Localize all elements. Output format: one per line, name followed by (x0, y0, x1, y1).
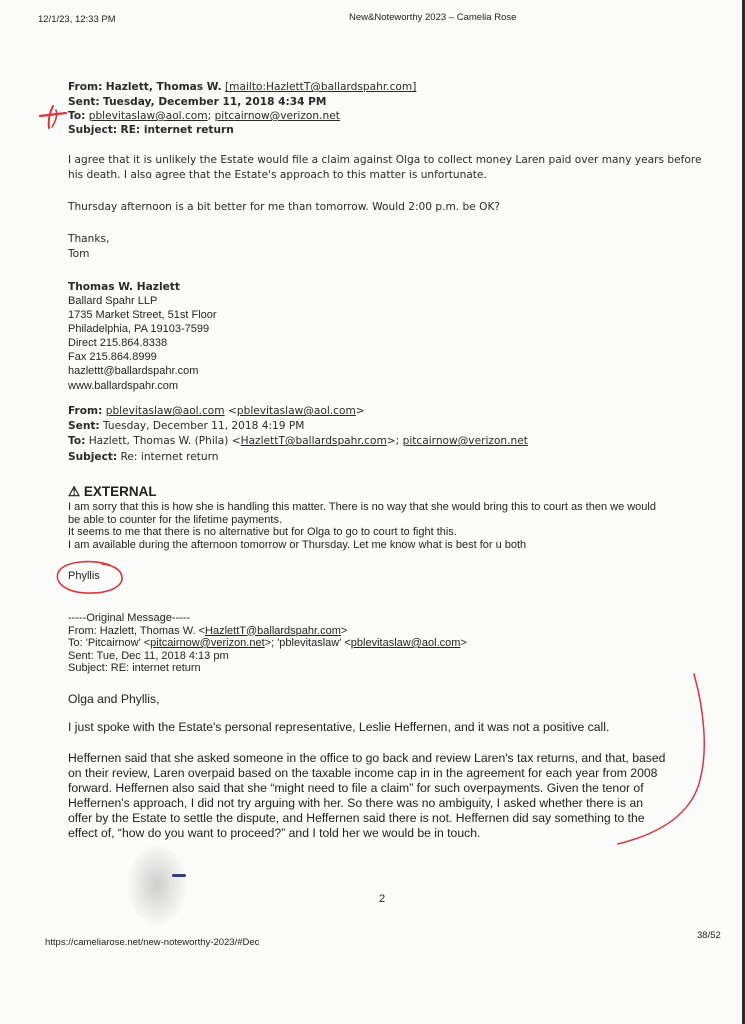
email2-from-bracket-open: < (227, 405, 237, 417)
email1-to-link-pitcairnow[interactable]: pitcairnow@verizon.net (214, 110, 340, 122)
email2-to-mid: >; (386, 435, 403, 447)
email2-from-link-bracketed[interactable]: pblevitaslaw@aol.com (236, 405, 356, 417)
original-body-p2 (68, 751, 665, 841)
email2-signoff: Phyllis (68, 570, 100, 582)
email1-to-row (68, 109, 340, 124)
print-title: New&Noteworthy 2023 – Camelia Rose (349, 12, 517, 23)
email2-subject-value: Re: internet return (120, 451, 219, 463)
original-sent-row: Sent: Tue, Dec 11, 2018 4:13 pm (68, 649, 229, 662)
original-from-link[interactable]: HazlettT@ballardspahr.com (205, 624, 341, 637)
email2-to-value: Hazlett, Thomas W. (Phila) < (88, 435, 241, 447)
email2-sent-row (68, 419, 304, 434)
signature-street: 1735 Market Street, 51st Floor (68, 309, 217, 322)
email1-closing: Thanks, (68, 233, 110, 245)
original-from-prefix: From: Hazlett, Thomas W. < (68, 624, 206, 637)
signature-email: hazlettt@ballardspahr.com (68, 365, 199, 378)
original-to-link-pblevitas[interactable]: pblevitaslaw@aol.com (350, 637, 461, 649)
email2-sent-label: Sent: (68, 420, 100, 432)
email2-from-bracket-close: > (355, 405, 365, 417)
red-ink-margin-bracket (612, 670, 712, 850)
email2-subject-row (68, 450, 219, 465)
email1-to-link-pblevitas[interactable]: pblevitaslaw@aol.com (88, 110, 208, 122)
original-body-p1: I just spoke with the Estate's personal representative, Leslie Heffernen, and it was not a positive call. (68, 720, 610, 734)
signature-fax: Fax 215.864.8999 (68, 351, 157, 364)
email2-body-line4: I am available during the afternoon tomorrow or Thursday. Let me know what is best for u both (68, 538, 527, 551)
original-salutation: Olga and Phyllis, (68, 692, 160, 706)
email1-from-label: From: (68, 81, 103, 93)
external-warning-badge: ⚠ EXTERNAL (68, 484, 157, 499)
original-to-row (68, 637, 467, 650)
email2-sent-value: Tuesday, December 11, 2018 4:19 PM (103, 420, 305, 432)
email2-from-label: From: (68, 405, 103, 417)
signature-firm: Ballard Spahr LLP (68, 295, 158, 307)
red-ink-circle (52, 557, 128, 597)
original-body-p2-line2: on their review, Laren overpaid based on the taxable income cap in in the agreement for each year from 2008 (68, 766, 658, 780)
email1-body-p1-line2: his death. I also agree that the Estate's approach to this matter is unfortunate. (68, 169, 487, 181)
original-body-p2-line5: offer by the Estate to settle the dispute, and Heffernen said there is not. Heffernen did say something to the (68, 811, 645, 825)
email2-to-row (68, 434, 528, 449)
print-datetime: 12/1/23, 12:33 PM (38, 14, 116, 25)
email1-signoff: Tom (68, 248, 90, 260)
email1-subject-value: RE: internet return (120, 124, 234, 136)
original-message-header (68, 612, 467, 675)
signature-name: Thomas W. Hazlett (68, 281, 180, 293)
email1-sent-label: Sent: (68, 96, 100, 108)
email1-sent-row (68, 95, 326, 110)
email1-from-row (68, 80, 416, 95)
original-to-suffix: > (460, 637, 467, 649)
document-page-number: 2 (379, 893, 386, 905)
email1-subject-row (68, 123, 234, 138)
signature-direct-phone: Direct 215.864.8338 (68, 337, 168, 350)
original-message-divider: -----Original Message----- (68, 612, 191, 624)
original-to-mid: >; 'pblevitaslaw' < (264, 637, 351, 649)
original-from-suffix: > (340, 624, 348, 637)
ink-dash (172, 874, 186, 877)
email1-subject-label: Subject: (68, 124, 118, 136)
email2-body-line3: It seems to me that there is no alternative but for Olga to go to court to fight this. (68, 526, 457, 538)
print-footer-page: 38/52 (697, 930, 721, 941)
email2-subject-label: Subject: (68, 451, 118, 463)
print-footer-url[interactable]: https://cameliarose.net/new-noteworthy-2023/#Dec (45, 937, 260, 948)
original-body-p2-line3: forward. Heffernen also said that she “might need to file a claim” for such overpayments. Given the tenor of (68, 781, 644, 795)
email2-to-label: To: (68, 435, 86, 447)
original-to-prefix: To: 'Pitcairnow' < (68, 637, 151, 649)
signature-block (68, 294, 217, 393)
email2-body (68, 501, 656, 551)
email2-body-line2: be able to counter for the lifetime payments. (68, 513, 283, 526)
signature-city: Philadelphia, PA 19103-7599 (68, 323, 210, 336)
email1-body-p1-line1: I agree that it is unlikely the Estate would file a claim against Olga to collect money Laren paid over many years before (68, 154, 702, 166)
original-subject-row: Subject: RE: internet return (68, 662, 201, 674)
email1-to-label: To: (68, 110, 86, 122)
email1-from-value: Hazlett, Thomas W. (105, 81, 222, 93)
original-body-p2-line4: Heffernen's approach, I did not try arguing with her. So there was no ambiguity, I asked whether there is an (68, 796, 644, 810)
email2-to-link-pitcairnow[interactable]: pitcairnow@verizon.net (402, 435, 528, 447)
original-to-link-pitcairnow[interactable]: pitcairnow@verizon.net (150, 637, 265, 649)
email2-from-link[interactable]: pblevitaslaw@aol.com (105, 405, 225, 417)
original-from-row (68, 625, 467, 638)
email2-to-link-hazlett[interactable]: HazlettT@ballardspahr.com (240, 435, 387, 447)
email1-to-separator: ; (207, 110, 212, 122)
email1-from-mailto-link[interactable]: [mailto:HazlettT@ballardspahr.com] (225, 81, 417, 93)
signature-website: www.ballardspahr.com (68, 379, 179, 392)
email2-from-row (68, 404, 365, 419)
email1-body-p2: Thursday afternoon is a bit better for me than tomorrow. Would 2:00 p.m. be OK? (68, 201, 501, 213)
email1-sent-value: Tuesday, December 11, 2018 4:34 PM (103, 96, 327, 108)
original-body-p2-line6: effect of, “how do you want to proceed?” and I told her we would be in touch. (68, 826, 481, 840)
scan-smudge (128, 845, 186, 925)
red-ink-mark (36, 104, 70, 130)
original-body-p2-line1: Heffernen said that she asked someone in the office to go back and review Laren's tax returns, and that, based (68, 751, 666, 765)
email2-body-line1: I am sorry that this is how she is handling this matter. There is no way that she would bring this to court as then we would (68, 501, 656, 513)
